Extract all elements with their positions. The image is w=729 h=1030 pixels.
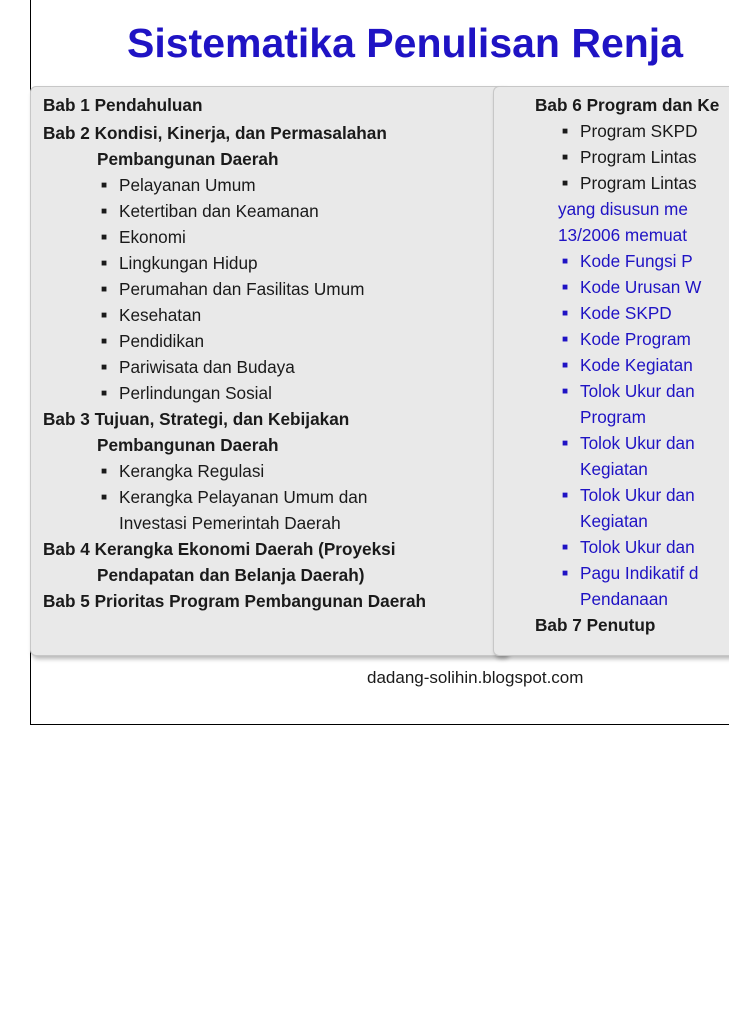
square-bullet-icon: ■ (101, 180, 108, 191)
square-bullet-icon: ■ (562, 256, 569, 267)
note-text-cont: 13/2006 memuat (558, 225, 687, 245)
list-item: ■ Program Lintas (505, 144, 719, 170)
note-text: yang disusun me (558, 199, 688, 219)
square-bullet-icon: ■ (101, 232, 108, 243)
bab-2-heading-cont: Pembangunan Daerah (97, 149, 279, 169)
list-item: ■ Tolok Ukur dan (505, 482, 719, 508)
square-bullet-icon: ■ (562, 490, 569, 501)
list-item: ■ Ketertiban dan Keamanan (43, 198, 426, 224)
list-item-cont: Program (580, 407, 646, 427)
square-bullet-icon: ■ (562, 178, 569, 189)
square-bullet-icon: ■ (562, 282, 569, 293)
bab-5-heading: Bab 5 Prioritas Program Pembangunan Daerah (43, 591, 427, 611)
square-bullet-icon: ■ (562, 152, 569, 163)
square-bullet-icon: ■ (101, 206, 108, 217)
list-item: ■ Perlindungan Sosial (43, 380, 426, 406)
square-bullet-icon: ■ (101, 258, 108, 269)
bab-4-heading-cont: Pendapatan dan Belanja Daerah) (97, 565, 365, 585)
bab-3-heading-cont: Pembangunan Daerah (97, 435, 279, 455)
bab-3-heading: Bab 3 Tujuan, Strategi, dan Kebijakan (43, 409, 350, 429)
list-item: ■ Kode Kegiatan (505, 352, 719, 378)
list-item: ■ Kode Urusan W (505, 274, 719, 300)
list-item-cont: Kegiatan (580, 459, 648, 479)
list-item: ■ Pagu Indikatif d (505, 560, 719, 586)
list-item: ■ Pariwisata dan Budaya (43, 354, 426, 380)
slide-title: Sistematika Penulisan Renja (127, 20, 684, 66)
square-bullet-icon: ■ (562, 334, 569, 345)
square-bullet-icon: ■ (101, 466, 108, 477)
square-bullet-icon: ■ (101, 362, 108, 373)
list-item: ■ Ekonomi (43, 224, 426, 250)
list-item: ■ Tolok Ukur dan (505, 430, 719, 456)
square-bullet-icon: ■ (562, 308, 569, 319)
list-item: ■ Perumahan dan Fasilitas Umum (43, 276, 426, 302)
list-item: ■ Kerangka Regulasi (43, 458, 426, 484)
list-item-cont: Pendanaan (580, 589, 668, 609)
list-item: ■ Program SKPD (505, 118, 719, 144)
square-bullet-icon: ■ (562, 438, 569, 449)
square-bullet-icon: ■ (562, 126, 569, 137)
list-item: ■ Pelayanan Umum (43, 172, 426, 198)
square-bullet-icon: ■ (101, 492, 108, 503)
bab-7-heading: Bab 7 Penutup (535, 615, 656, 635)
square-bullet-icon: ■ (101, 336, 108, 347)
square-bullet-icon: ■ (562, 542, 569, 553)
bab-1-heading: Bab 1 Pendahuluan (43, 95, 203, 115)
list-item: ■ Lingkungan Hidup (43, 250, 426, 276)
bab-4-heading: Bab 4 Kerangka Ekonomi Daerah (Proyeksi (43, 539, 396, 559)
footer-url: dadang-solihin.blogspot.com (367, 668, 584, 687)
square-bullet-icon: ■ (562, 568, 569, 579)
list-item-cont: Kegiatan (580, 511, 648, 531)
list-item: ■ Pendidikan (43, 328, 426, 354)
square-bullet-icon: ■ (101, 388, 108, 399)
list-item-cont: Investasi Pemerintah Daerah (119, 513, 341, 533)
square-bullet-icon: ■ (101, 284, 108, 295)
square-bullet-icon: ■ (101, 310, 108, 321)
bab-6-heading: Bab 6 Program dan Ke (535, 95, 720, 115)
bab-2-heading: Bab 2 Kondisi, Kinerja, dan Permasalahan (43, 123, 387, 143)
right-content (505, 92, 719, 638)
square-bullet-icon: ■ (562, 386, 569, 397)
list-item: ■ Tolok Ukur dan (505, 534, 719, 560)
list-item: ■ Program Lintas (505, 170, 719, 196)
list-item: ■ Kerangka Pelayanan Umum dan (43, 484, 426, 510)
list-item: ■ Kode SKPD (505, 300, 719, 326)
left-content (43, 92, 426, 614)
list-item: ■ Tolok Ukur dan (505, 378, 719, 404)
list-item: ■ Kesehatan (43, 302, 426, 328)
list-item: ■ Kode Program (505, 326, 719, 352)
square-bullet-icon: ■ (562, 360, 569, 371)
list-item: ■ Kode Fungsi P (505, 248, 719, 274)
